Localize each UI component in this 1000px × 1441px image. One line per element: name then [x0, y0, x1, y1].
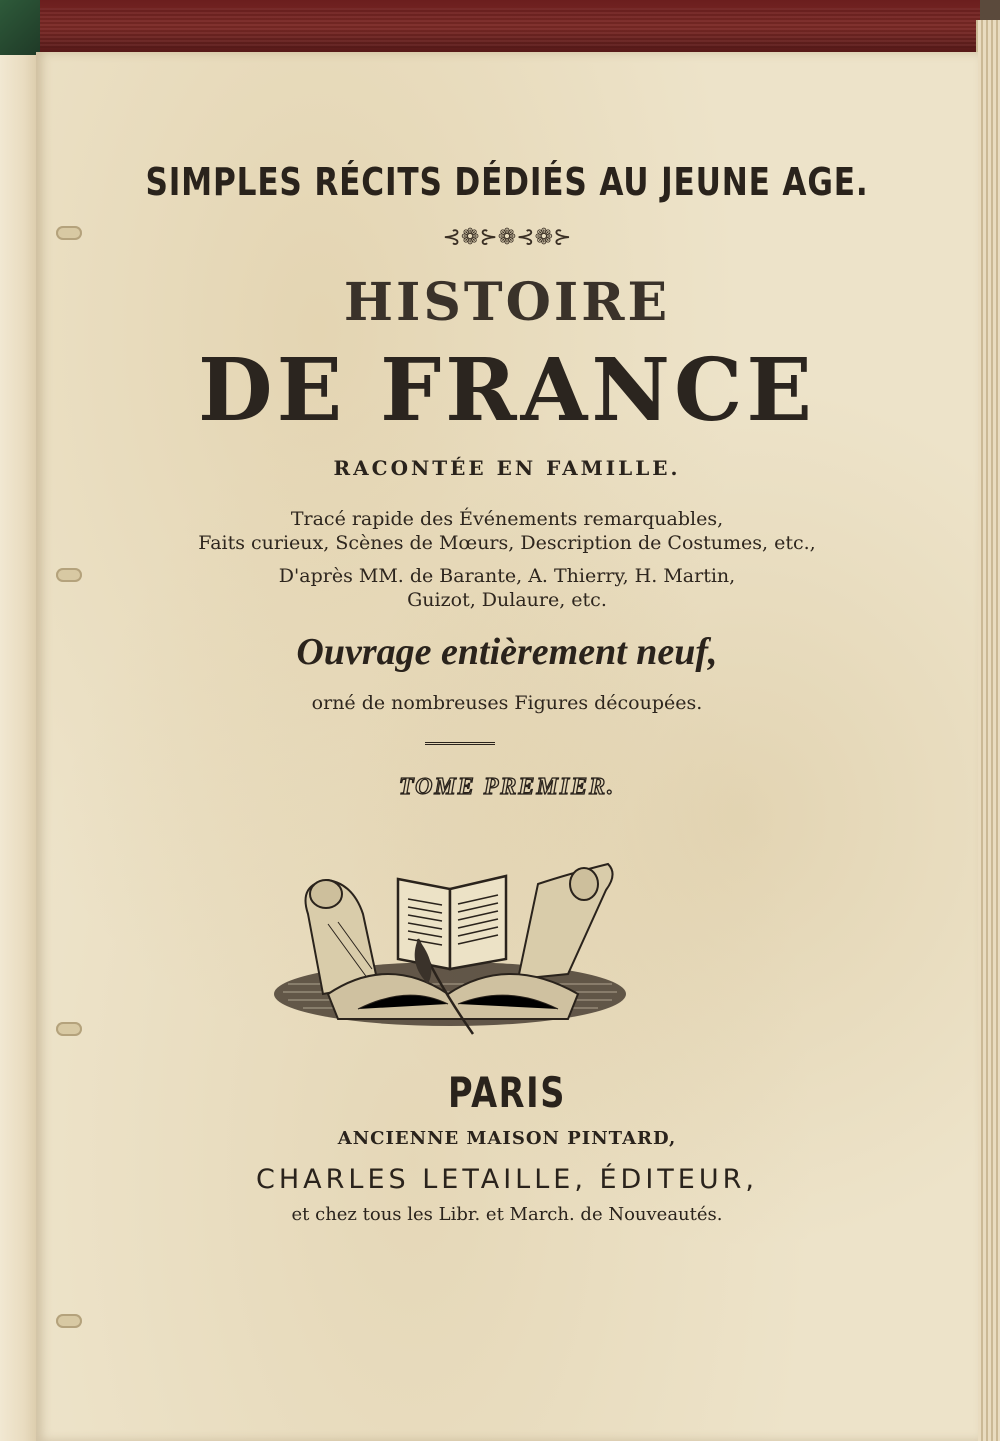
description-line: Faits curieux, Scènes de Mœurs, Description de Costumes, etc.,: [198, 532, 816, 554]
open-book-vignette-icon: [268, 844, 632, 1044]
binding-corner: [0, 0, 40, 55]
main-title-line-1: HISTOIRE: [343, 272, 671, 333]
series-title: SIMPLES RÉCITS DÉDIÉS AU JEUNE AGE.: [145, 160, 869, 204]
publisher: CHARLES LETAILLE, ÉDITEUR,: [256, 1164, 758, 1195]
city: PARIS: [447, 1068, 567, 1117]
description-line: D'après MM. de Barante, A. Thierry, H. Martin,: [278, 565, 736, 587]
ornament-divider: ⊰❁⊱❁⊰❁⊱: [442, 225, 572, 250]
page-edges: [976, 20, 1000, 1441]
volume-label: TOME PREMIER.: [398, 774, 616, 800]
subtitle: RACONTÉE EN FAMILLE.: [333, 456, 681, 480]
description-line: Guizot, Dulaure, etc.: [407, 589, 607, 611]
figures-note: orné de nombreuses Figures découpées.: [311, 692, 703, 714]
work-note: Ouvrage entièrement neuf,: [296, 631, 718, 673]
gutter-edge: [0, 0, 40, 1441]
book-binding-top: [30, 0, 980, 60]
double-rule-divider: [425, 742, 495, 745]
main-title-line-2: DE FRANCE: [198, 340, 816, 441]
title-page-content: [36, 52, 978, 1441]
description-line: Tracé rapide des Événements remarquables,: [290, 508, 724, 530]
title-page: [36, 52, 978, 1441]
booksellers-note: et chez tous les Libr. et March. de Nouveautés.: [291, 1204, 723, 1225]
former-house: ANCIENNE MAISON PINTARD,: [337, 1128, 677, 1149]
